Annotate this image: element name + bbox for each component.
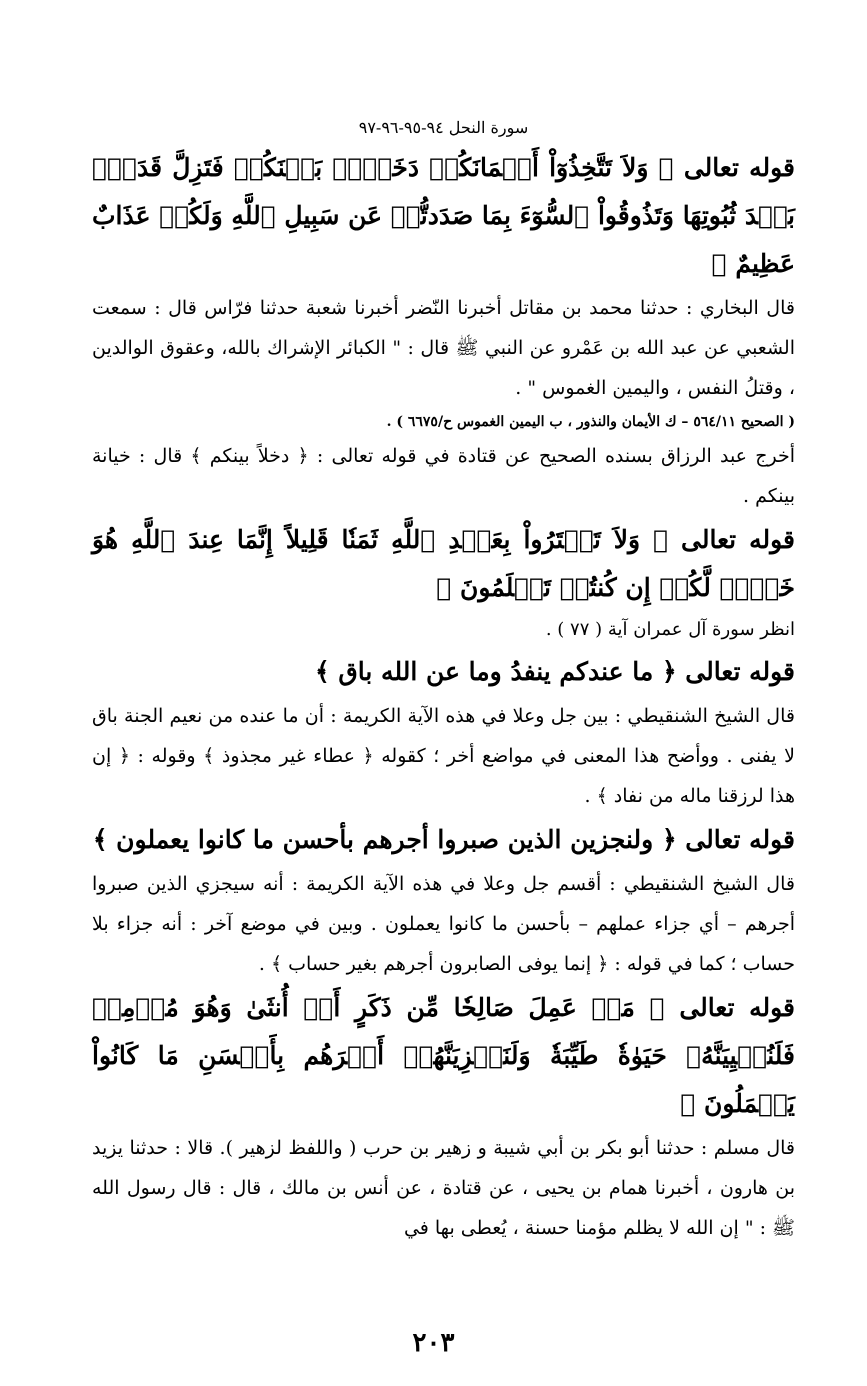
verse-heading-96b: قوله تعالى ﴿ ولنجزين الذين صبروا أجرهم بأحسن ما كانوا يعملون ﴾ (92, 825, 795, 854)
verse-heading-95: قوله تعالى ﴿ وَلاَ تَشۡتَرُواْ بِعَهۡدِ ٱللَّهِ ثَمَنٗا قَلِيلاً إِنَّمَا عِندَ ٱللَّهِ هُوَ خَيۡرٞ لَّكُمۡ إِن كُنتُمۡ تَعۡلَمُونَ ﴾ (92, 525, 795, 602)
hadith-bukhari: قال البخاري : حدثنا محمد بن مقاتل أخبرنا النّضر أخبرنا شعبة حدثنا فرّاس قال : سمعت الشعبي عن عبد الله بن عَمْرو عن النبي ﷺ قال : " الكبائر الإشراك بالله، وعقوق الوالدين ، وقتلُ النفس ، واليمين الغموس " . (92, 297, 795, 399)
page-number: ٢٠٣ (412, 1328, 455, 1358)
running-header: سورة النحل ٩٤-٩٥-٩٦-٩٧ (358, 118, 529, 137)
tafsir-shinqiti-1: قال الشيخ الشنقيطي : بين جل وعلا في هذه الآية الكريمة : أن ما عنده من نعيم الجنة باق لا يفنى . ووأضح هذا المعنى في مواضع أخر ؛ كقوله ﴿ عطاء غير مجذوذ ﴾ وقوله : ﴿ إن هذا لرزقنا ماله من نفاد ﴾ . (92, 705, 795, 807)
verse-heading-97: قوله تعالى ﴿ مَنۡ عَمِلَ صَالِحٗا مِّن ذَكَرٍ أَوۡ أُنثَىٰ وَهُوَ مُؤۡمِنٞ فَلَنُحۡيِيَنَّهُۥ حَيَوٰةٗ طَيِّبَةٗ وَلَنَجۡزِيَنَّهُمۡ أَجۡرَهُم بِأَحۡسَنِ مَا كَانُواْ يَعۡمَلُونَ ﴾ (92, 993, 795, 1118)
tafsir-shinqiti-2: قال الشيخ الشنقيطي : أقسم جل وعلا في هذه الآية الكريمة : أنه سيجزي الذين صبروا أجرهم – أي جزاء عملهم – بأحسن ما كانوا يعملون . وبين في موضع آخر : أنه جزاء بلا حساب ؛ كما في قوله : ﴿ إنما يوفى الصابرون أجرهم بغير حساب ﴾ . (92, 873, 795, 975)
source-reference: ( الصحيح ٥٦٤/١١ – ك الأيمان والنذور ، ب اليمين الغموس ح/٦٦٧٥ ) . (386, 414, 795, 430)
verse-heading-94: قوله تعالى ﴿ وَلاَ تَتَّخِذُوٓاْ أَيۡمَانَكُمۡ دَخَلاَۢ بَيۡنَكُمۡ فَتَزِلَّ قَدَمُۢ بَعۡدَ ثُبُوتِهَا وَتَذُوقُواْ ٱلسُّوٓءَ بِمَا صَدَدتُّمۡ عَن سَبِيلِ ٱللَّهِ وَلَكُمۡ عَذَابٌ عَظِيمٌ ﴾ (92, 153, 795, 278)
verse-heading-96a: قوله تعالى ﴿ ما عندكم ينفدُ وما عن الله باق ﴾ (315, 657, 795, 686)
hadith-muslim: قال مسلم : حدثنا أبو بكر بن أبي شيبة و زهير بن حرب ( واللفظ لزهير ). قالا : حدثنا يزيد بن هارون ، أخبرنا همام بن يحيى ، عن قتادة ، عن أنس بن مالك ، قال : قال رسول الله ﷺ : " إن الله لا يظلم مؤمنا حسنة ، يُعطى بها في (92, 1137, 795, 1239)
tafsir-abdulrazzaq: أخرج عبد الرزاق بسنده الصحيح عن قتادة في قوله تعالى : ﴿ دخلاً بينكم ﴾ قال : خيانة بينكم . (92, 445, 795, 507)
cross-reference-note: انظر سورة آل عمران آية ( ٧٧ ) . (545, 619, 795, 640)
